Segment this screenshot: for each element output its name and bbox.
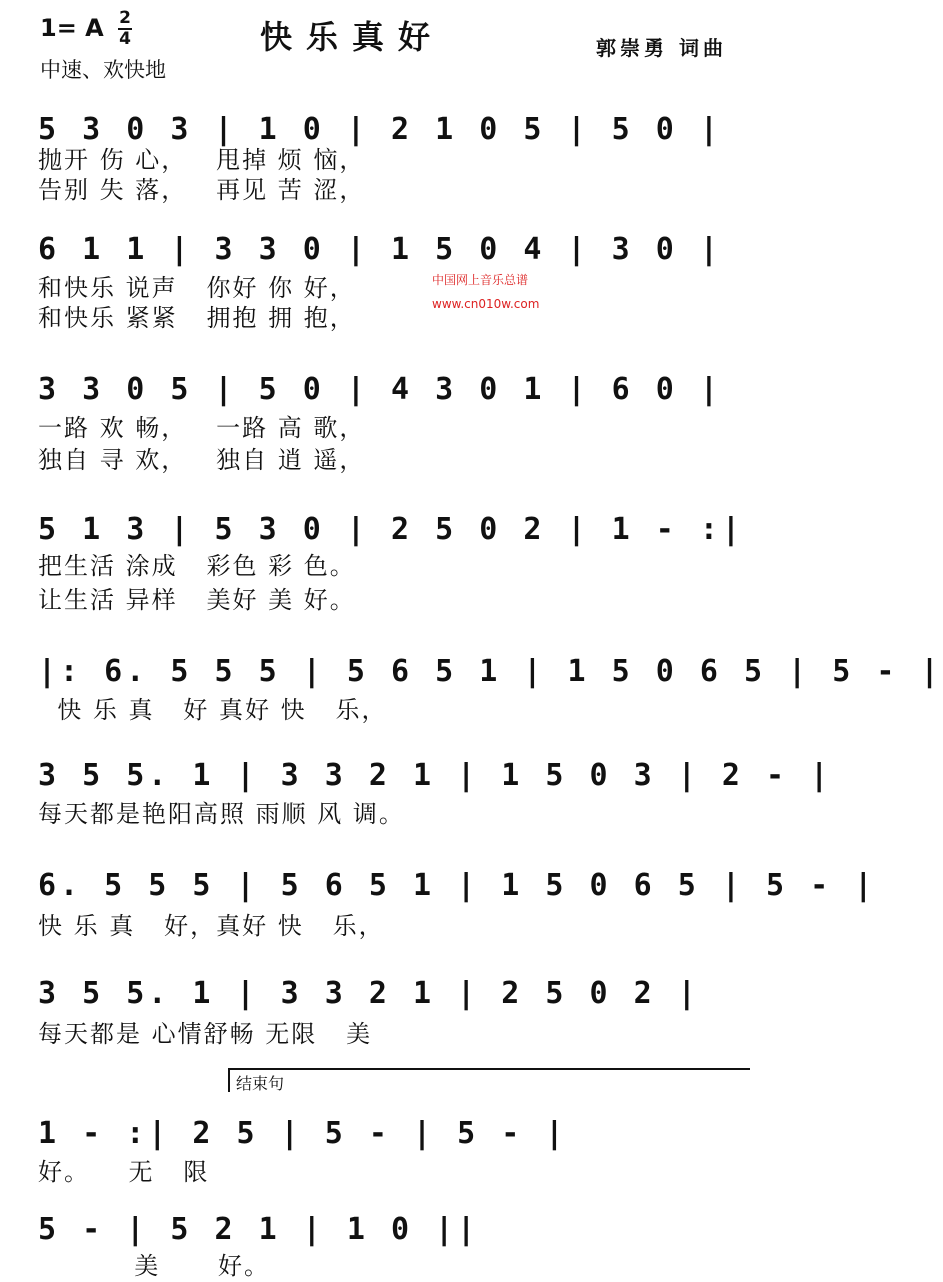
lyric-line: 快 乐 真 好，真好 快 乐， (38, 912, 385, 940)
score-system-3 (0, 346, 774, 412)
lyric-verse-1: 和快乐 说声 你好 你 好， (38, 274, 356, 302)
lyric-line: 美 好。 (38, 1252, 271, 1280)
notation-line: 3 3 0 5 | 5 0 | 4 3 0 1 | 6 0 | (38, 372, 722, 407)
lyric-verse-2: 告别 失 落， 再见 苦 涩， (38, 176, 366, 204)
ending-bracket (228, 1068, 750, 1092)
notation-line: 3 5 5. 1 | 3 3 2 1 | 1 5 0 3 | 2 - | (38, 758, 833, 793)
notation-line: 3 5 5. 1 | 3 3 2 1 | 2 5 0 2 | (38, 976, 700, 1011)
score-system-2 (0, 206, 774, 272)
lyric-line: 好。 无 限 (38, 1158, 210, 1186)
score-system-4 (0, 486, 774, 552)
lyric-verse-1: 把生活 涂成 彩色 彩 色。 (38, 552, 356, 580)
lyric-verse-1: 抛开 伤 心， 甩掉 烦 恼， (38, 146, 366, 174)
notation-line: 6. 5 5 5 | 5 6 5 1 | 1 5 0 6 5 | 5 - | (38, 868, 877, 903)
watermark: 中国网上音乐总谱 www.cn010w.com (432, 273, 540, 311)
notation-line: 5 1 3 | 5 3 0 | 2 5 0 2 | 1 - :| (38, 512, 744, 547)
lyric-line: 每天都是艳阳高照 雨顺 风 调。 (38, 800, 405, 828)
score-system-8 (0, 950, 774, 1016)
lyric-verse-2: 让生活 异样 美好 美 好。 (38, 586, 356, 614)
notation-line: 5 3 0 3 | 1 0 | 2 1 0 5 | 5 0 | (38, 112, 722, 147)
notation-line: |: 6. 5 5 5 | 5 6 5 1 | 1 5 0 6 5 | 5 - | (38, 654, 943, 689)
ending-label: 结束句 (236, 1074, 285, 1093)
lyric-verse-2: 独自 寻 欢， 独自 逍 遥， (38, 446, 366, 474)
score-system-10 (0, 1186, 774, 1252)
lyric-line: 每天都是 心情舒畅 无限 美 (38, 1020, 373, 1048)
composer-credit: 郭崇勇 词曲 (596, 36, 727, 60)
key-signature: 1= A (40, 14, 104, 42)
notation-line: 6 1 1 | 3 3 0 | 1 5 0 4 | 3 0 | (38, 232, 722, 267)
tempo-marking: 中速、欢快地 (40, 58, 166, 82)
notation-line: 5 - | 5 2 1 | 1 0 || (38, 1212, 480, 1247)
score-system-5 (0, 628, 943, 694)
notation-line: 1 - :| 2 5 | 5 - | 5 - | (38, 1116, 568, 1151)
score-system-6 (0, 732, 833, 798)
song-title: 快乐真好 (260, 18, 445, 56)
lyric-verse-1: 一路 欢 畅， 一路 高 歌， (38, 414, 366, 442)
lyric-line: 快 乐 真 好 真好 快 乐， (38, 696, 388, 724)
score-system-9 (0, 1090, 774, 1156)
lyric-verse-2: 和快乐 紧紧 拥抱 拥 抱， (38, 304, 356, 332)
score-system-7 (0, 842, 877, 908)
time-signature: 2 4 (119, 8, 131, 49)
